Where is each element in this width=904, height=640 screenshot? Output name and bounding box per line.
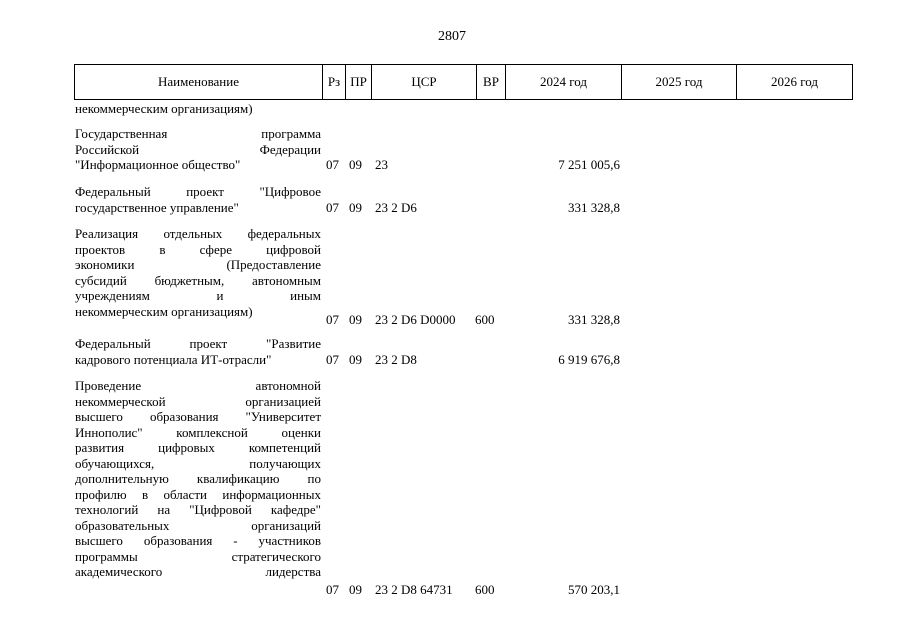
row-name-line: учреждениям и иным: [75, 288, 321, 303]
row-name-line: Федеральный проект "Развитие: [75, 336, 321, 351]
row-rz: 07: [326, 157, 339, 172]
row-name: [75, 336, 321, 367]
column-header-2024: 2024 год: [506, 65, 622, 100]
row-name: [75, 226, 321, 319]
column-header-2026: 2026 год: [737, 65, 853, 100]
row-2024: 7 251 005,6: [558, 157, 620, 172]
row-rz: 07: [326, 352, 339, 367]
row-name-line: проектов в сфере цифровой: [75, 241, 321, 257]
row-vr: 600: [475, 582, 495, 597]
row-name: [75, 184, 321, 215]
row-rz: 07: [326, 200, 339, 215]
row-csr: 23: [375, 157, 388, 172]
row-csr: 23 2 D6: [375, 200, 417, 215]
row-name-line: некоммерческим организациям): [75, 303, 253, 319]
row-name-line: обучающихся, получающих: [75, 455, 321, 471]
row-2024: 6 919 676,8: [558, 352, 620, 367]
row-name-line: Иннополис" комплексной оценки: [75, 424, 321, 440]
row-name-line: технологий на "Цифровой кафедре": [75, 502, 321, 517]
row-name: [75, 126, 321, 173]
row-pr: 09: [349, 200, 362, 215]
row-rz: 07: [326, 312, 339, 327]
column-header-vr: ВР: [477, 65, 506, 100]
row-pr: 09: [349, 312, 362, 327]
row-csr: 23 2 D8 64731: [375, 582, 453, 597]
row-name-line: некоммерческой организацией: [75, 393, 321, 409]
row-name-line: государственное управление": [75, 199, 239, 215]
row-name-line: высшего образования - участников: [75, 533, 321, 548]
column-header-2025: 2025 год: [622, 65, 737, 100]
column-header-pr: ПР: [346, 65, 372, 100]
row-name-line: некоммерческим организациям): [75, 101, 253, 116]
row-name-line: Проведение автономной: [75, 378, 321, 393]
row-pr: 09: [349, 157, 362, 172]
row-name-line: Российской Федерации: [75, 141, 321, 157]
column-header-csr: ЦСР: [372, 65, 477, 100]
row-name-line: академического лидерства: [75, 564, 321, 579]
row-name-line: высшего образования "Университет: [75, 409, 321, 424]
row-pr: 09: [349, 352, 362, 367]
row-vr: 600: [475, 312, 495, 327]
row-name-line: профилю в области информационных: [75, 486, 321, 502]
row-name-line: дополнительную квалификацию по: [75, 471, 321, 486]
row-name: [75, 378, 321, 580]
row-csr: 23 2 D6 D0000: [375, 312, 456, 327]
row-name-line: образовательных организаций: [75, 517, 321, 533]
row-name-line: развития цифровых компетенций: [75, 440, 321, 455]
row-name-line: Государственная программа: [75, 126, 321, 141]
page-number: 2807: [438, 29, 466, 44]
column-header-name: Наименование: [75, 65, 323, 100]
row-name: [75, 101, 321, 117]
row-pr: 09: [349, 582, 362, 597]
budget-table-header: [74, 64, 853, 100]
column-header-rz: Рз: [323, 65, 346, 100]
row-name-line: Реализация отдельных федеральных: [75, 226, 321, 241]
row-name-line: экономики (Предоставление: [75, 257, 321, 272]
row-2024: 331 328,8: [568, 312, 620, 327]
row-rz: 07: [326, 582, 339, 597]
row-name-line: субсидий бюджетным, автономным: [75, 272, 321, 288]
row-name-line: программы стратегического: [75, 548, 321, 564]
row-2024: 570 203,1: [568, 582, 620, 597]
row-name-line: кадрового потенциала ИТ-отрасли": [75, 351, 272, 367]
row-name-line: Федеральный проект "Цифровое: [75, 184, 321, 199]
row-csr: 23 2 D8: [375, 352, 417, 367]
row-name-line: "Информационное общество": [75, 157, 241, 172]
row-2024: 331 328,8: [568, 200, 620, 215]
